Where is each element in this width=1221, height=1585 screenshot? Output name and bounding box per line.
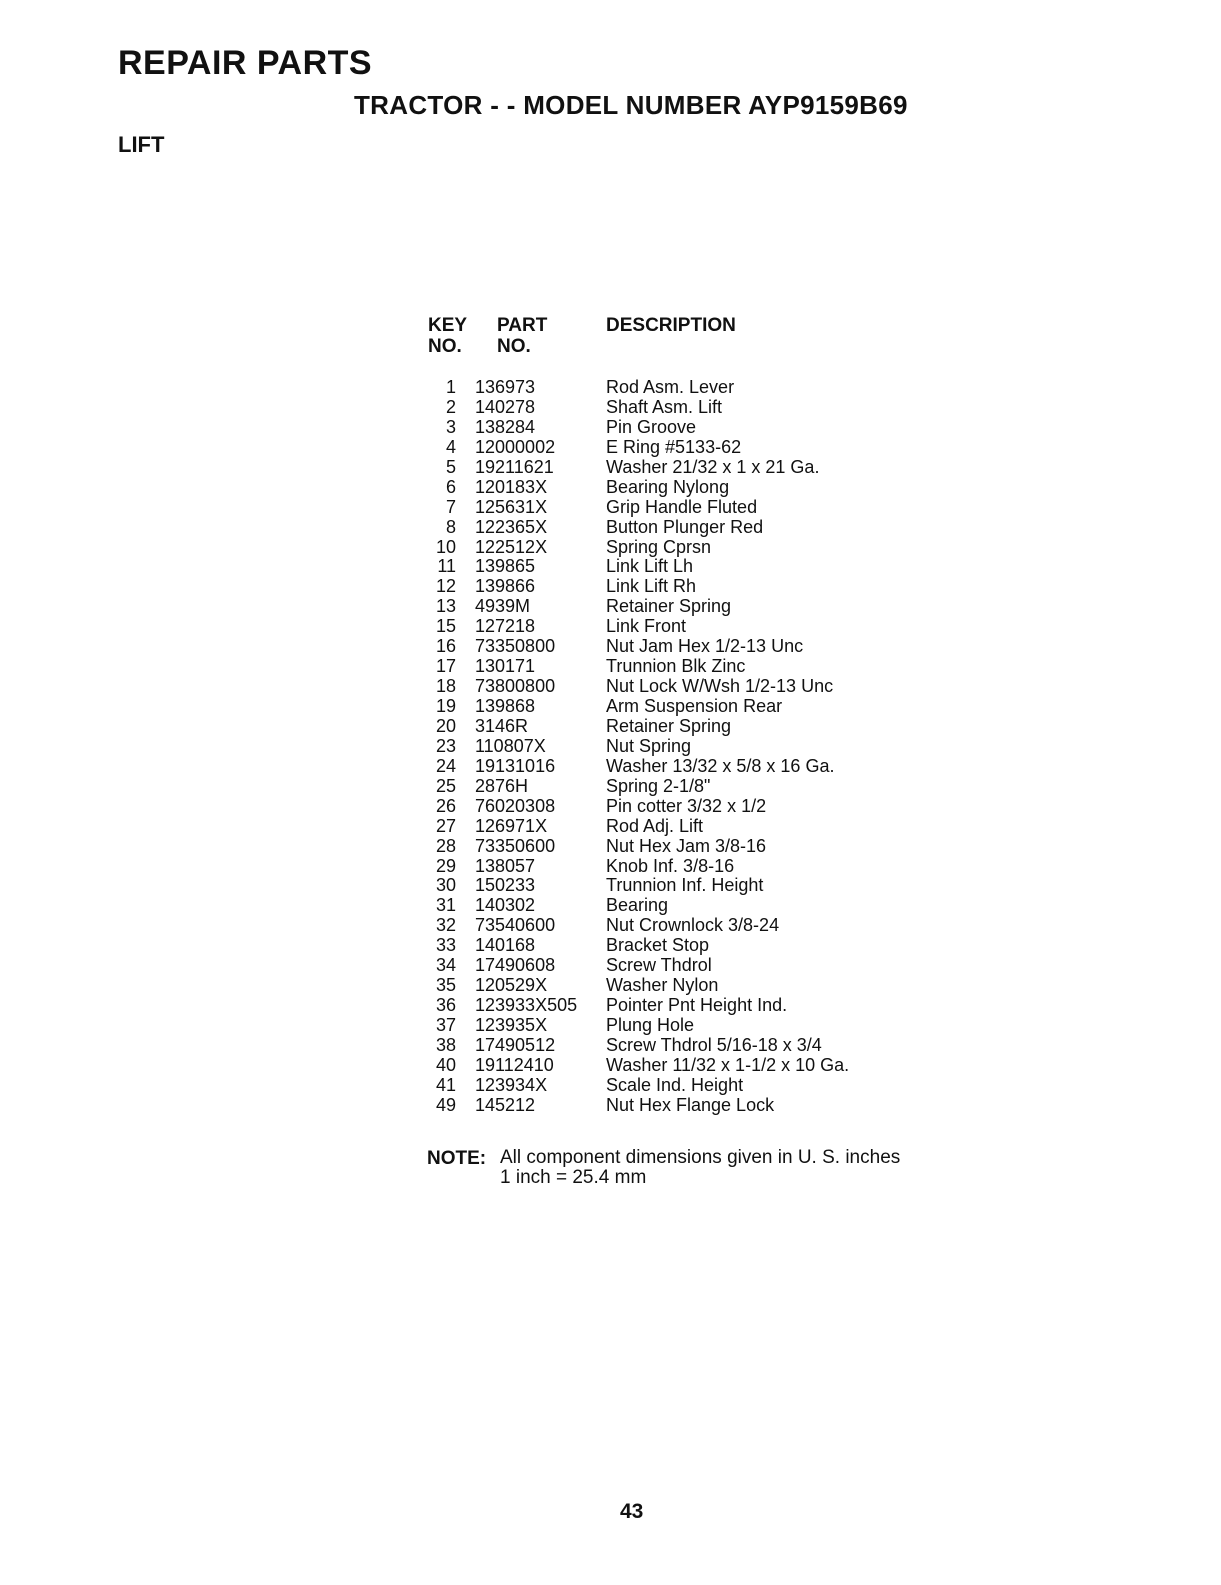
description-cell: Link Lift Rh — [606, 576, 697, 597]
key-no-cell: 11 — [437, 556, 456, 577]
key-no-cell: 20 — [435, 715, 456, 736]
part-no-cell: 136973 — [475, 377, 536, 397]
note-line-1: All component dimensions given in U. S. inches — [500, 1147, 901, 1168]
description-cell: Spring 2-1/8" — [606, 775, 711, 796]
part-no-cell: 76020308 — [475, 795, 556, 816]
part-no-cell: 4939M — [475, 596, 531, 617]
model-subtitle: TRACTOR - - MODEL NUMBER AYP9159B69 — [354, 90, 908, 120]
section-label: LIFT — [118, 132, 165, 157]
part-no-cell: 73540600 — [475, 915, 556, 936]
page-number: 43 — [620, 1500, 644, 1523]
part-no-cell: 73350800 — [475, 636, 556, 657]
part-no-cell: 150233 — [475, 875, 536, 896]
key-no-cell: 37 — [435, 1015, 456, 1035]
note-line-2: 1 inch = 25.4 mm — [500, 1167, 647, 1188]
part-no-cell: 110807X — [475, 735, 546, 756]
column-header-part-line1: PART — [497, 315, 548, 336]
key-no-cell: 8 — [445, 516, 456, 537]
column-header-key-line2: NO. — [428, 336, 462, 357]
description-cell: Nut Spring — [606, 735, 692, 756]
part-no-cell: 126971X — [475, 815, 548, 836]
key-no-cell: 40 — [435, 1054, 456, 1075]
column-header-part-no — [497, 315, 547, 357]
part-no-cell: 73350600 — [475, 835, 556, 856]
part-no-cell: 139866 — [475, 576, 536, 597]
key-no-cell: 32 — [435, 915, 456, 936]
key-no-cell: 26 — [435, 795, 456, 816]
key-no-cell: 35 — [435, 975, 456, 996]
description-cell: Link Front — [606, 616, 687, 637]
description-cell: Washer 13/32 x 5/8 x 16 Ga. — [606, 755, 835, 776]
description-cell: Pin Groove — [606, 416, 697, 437]
part-no-cell: 125631X — [475, 496, 548, 517]
description-cell: Washer 21/32 x 1 x 21 Ga. — [606, 456, 820, 477]
description-cell: Retainer Spring — [606, 596, 732, 617]
part-no-cell: 140168 — [475, 935, 536, 956]
part-no-cell: 19211621 — [475, 456, 554, 477]
key-no-cell: 49 — [435, 1094, 456, 1115]
key-no-cell: 30 — [435, 875, 456, 896]
key-no-cell: 38 — [435, 1034, 456, 1055]
part-no-cell: 138057 — [475, 855, 536, 876]
description-cell: Bearing Nylong — [606, 476, 730, 497]
description-cell: Shaft Asm. Lift — [606, 396, 723, 417]
description-cell: Screw Thdrol 5/16-18 x 3/4 — [606, 1034, 822, 1055]
part-no-cell: 122365X — [475, 516, 548, 537]
key-no-cell: 1 — [445, 377, 456, 397]
part-no-cell: 120529X — [475, 975, 548, 996]
description-cell: Plung Hole — [606, 1015, 695, 1035]
key-no-cell: 41 — [435, 1074, 456, 1095]
key-no-cell: 27 — [435, 815, 456, 836]
part-no-cell: 3146R — [475, 715, 529, 736]
part-no-cell: 145212 — [475, 1094, 536, 1115]
key-no-cell: 28 — [435, 835, 456, 856]
description-cell: E Ring #5133-62 — [606, 436, 742, 457]
key-no-cell: 25 — [435, 775, 456, 796]
part-no-cell: 140278 — [475, 396, 536, 417]
key-no-cell: 17 — [435, 656, 456, 677]
description-cell: Pointer Pnt Height Ind. — [606, 995, 788, 1016]
description-cell: Grip Handle Fluted — [606, 496, 758, 517]
description-cell: Rod Adj. Lift — [606, 815, 704, 836]
part-no-cell: 130171 — [475, 656, 536, 677]
part-no-cell: 19131016 — [475, 755, 556, 776]
key-no-cell: 16 — [435, 636, 456, 657]
part-no-cell: 139865 — [475, 556, 536, 577]
description-cell: Nut Crownlock 3/8-24 — [606, 915, 780, 936]
key-no-cell: 19 — [435, 696, 456, 716]
key-no-cell: 10 — [435, 536, 456, 557]
description-cell: Washer Nylon — [606, 975, 719, 996]
description-cell: Bearing — [606, 895, 669, 916]
key-no-cell: 12 — [435, 576, 456, 597]
key-no-cell: 29 — [435, 855, 456, 876]
description-cell: Knob Inf. 3/8-16 — [606, 855, 735, 876]
key-no-cell: 15 — [435, 616, 456, 637]
description-cell: Rod Asm. Lever — [606, 377, 735, 397]
column-header-part-line2: NO. — [497, 336, 531, 357]
part-no-cell: 122512X — [475, 536, 548, 557]
part-no-cell: 140302 — [475, 895, 536, 916]
column-header-key-no — [428, 315, 467, 357]
part-no-cell: 123934X — [475, 1074, 548, 1095]
part-no-cell: 139868 — [475, 696, 536, 716]
key-no-cell: 36 — [435, 995, 456, 1016]
part-no-cell: 2876H — [475, 775, 529, 796]
page-title: REPAIR PARTS — [118, 44, 373, 82]
note-text — [500, 1148, 900, 1188]
key-no-cell: 13 — [435, 596, 456, 617]
part-no-cell: 123933X505 — [475, 995, 578, 1016]
description-cell: Scale Ind. Height — [606, 1074, 744, 1095]
column-header-key-line1: KEY — [428, 315, 468, 336]
note-label: NOTE: — [427, 1148, 487, 1169]
key-no-cell: 31 — [435, 895, 456, 916]
description-cell: Pin cotter 3/32 x 1/2 — [606, 795, 767, 816]
description-cell: Nut Jam Hex 1/2-13 Unc — [606, 636, 804, 657]
key-no-cell: 4 — [445, 436, 456, 457]
key-no-cell: 7 — [445, 496, 456, 517]
key-no-cell: 2 — [445, 396, 456, 417]
description-cell: Trunnion Blk Zinc — [606, 656, 746, 677]
description-cell: Arm Suspension Rear — [606, 696, 783, 716]
description-cell: Retainer Spring — [606, 715, 732, 736]
part-no-cell: 17490608 — [475, 955, 556, 976]
part-no-cell: 12000002 — [475, 436, 556, 457]
part-no-cell: 19112410 — [475, 1054, 554, 1075]
key-no-cell: 24 — [435, 755, 456, 776]
description-cell: Screw Thdrol — [606, 955, 712, 976]
description-cell: Spring Cprsn — [606, 536, 712, 557]
description-cell: Link Lift Lh — [606, 556, 694, 577]
key-no-cell: 5 — [445, 456, 456, 477]
part-no-cell: 123935X — [475, 1015, 548, 1035]
key-no-cell: 34 — [435, 955, 456, 976]
part-no-cell: 17490512 — [475, 1034, 556, 1055]
column-header-description: DESCRIPTION — [606, 315, 736, 336]
description-cell: Bracket Stop — [606, 935, 710, 956]
description-cell: Nut Hex Jam 3/8-16 — [606, 835, 767, 856]
key-no-cell: 33 — [435, 935, 456, 956]
key-no-cell: 6 — [445, 476, 456, 497]
part-no-cell: 73800800 — [475, 676, 556, 697]
part-no-cell: 127218 — [475, 616, 536, 637]
part-no-cell: 138284 — [475, 416, 536, 437]
description-cell: Washer 11/32 x 1-1/2 x 10 Ga. — [606, 1054, 850, 1075]
key-no-cell: 3 — [445, 416, 456, 437]
key-no-cell: 23 — [435, 735, 456, 756]
description-cell: Nut Hex Flange Lock — [606, 1094, 775, 1115]
key-no-cell: 18 — [435, 676, 456, 697]
description-cell: Button Plunger Red — [606, 516, 764, 537]
description-cell: Trunnion Inf. Height — [606, 875, 764, 896]
part-no-cell: 120183X — [475, 476, 548, 497]
description-cell: Nut Lock W/Wsh 1/2-13 Unc — [606, 676, 834, 697]
